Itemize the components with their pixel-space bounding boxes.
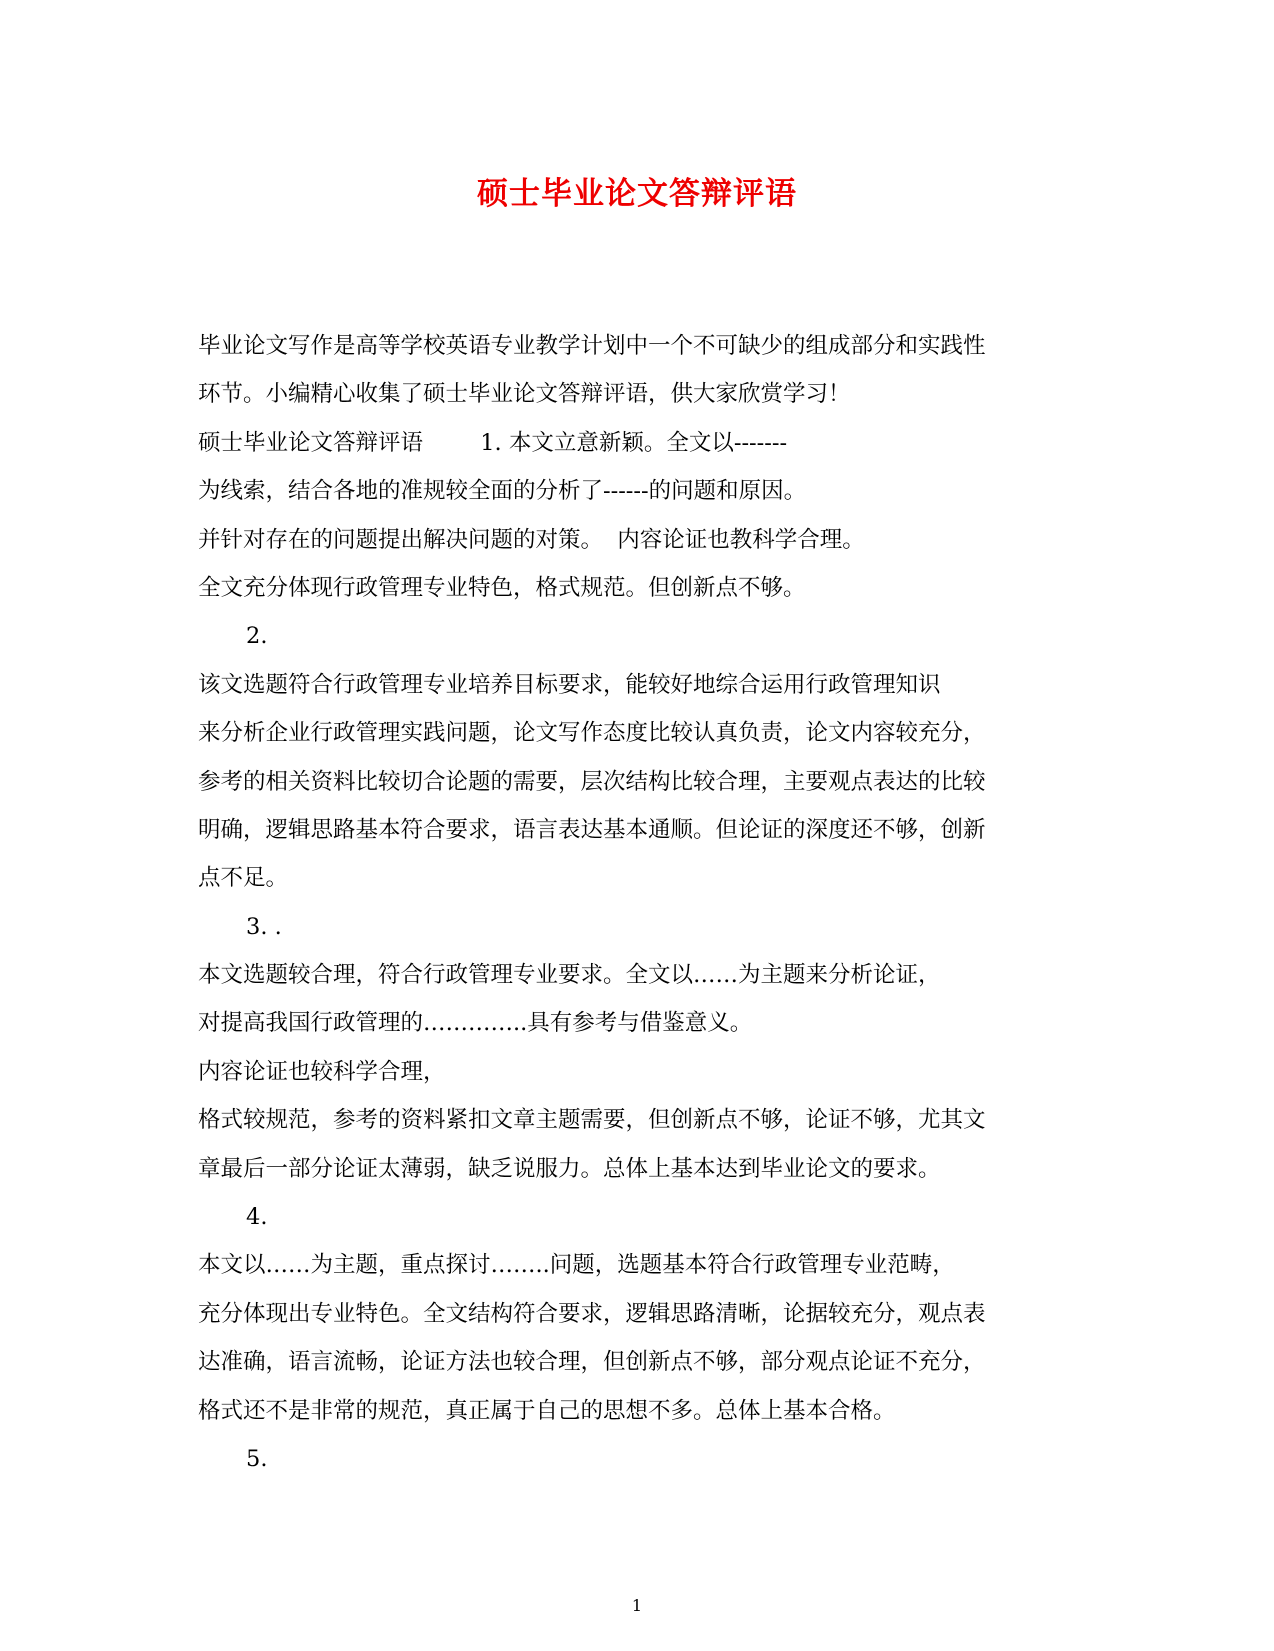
item-number: 5. xyxy=(246,1445,268,1472)
paragraph-line: 并针对存在的问题提出解决问题的对策。 内容论证也教科学合理。 xyxy=(198,526,865,553)
paragraph-line: 为线索，结合各地的准规较全面的分析了------的问题和原因。 xyxy=(198,478,807,505)
paragraph-line: 该文选题符合行政管理专业培养目标要求，能较好地综合运用行政管理知识 xyxy=(198,671,941,698)
paragraph-line: 格式较规范，参考的资料紧扣文章主题需要，但创新点不够，论证不够，尤其文 xyxy=(198,1107,986,1134)
paragraph-line: 点不足。 xyxy=(198,865,289,892)
paragraph-line: 全文充分体现行政管理专业特色，格式规范。但创新点不够。 xyxy=(198,574,806,601)
paragraph-line: 明确，逻辑思路基本符合要求，语言表达基本通顺。但论证的深度还不够，创新 xyxy=(198,816,986,843)
paragraph-line: 对提高我国行政管理的…………..具有参考与借鉴意义。 xyxy=(198,1010,753,1037)
item-number: 2. xyxy=(246,623,268,650)
paragraph-line: 本文以……为主题，重点探讨……..问题，选题基本符合行政管理专业范畴， xyxy=(198,1252,955,1279)
paragraph-line: 环节。小编精心收集了硕士毕业论文答辩评语，供大家欣赏学习！ xyxy=(198,381,851,408)
item-number: 4. xyxy=(246,1204,268,1231)
item-number: 3. . xyxy=(246,913,282,940)
document-body xyxy=(198,322,1078,1483)
page-number: 1 xyxy=(631,1596,643,1615)
paragraph-line: 格式还不是非常的规范，真正属于自己的思想不多。总体上基本合格。 xyxy=(198,1397,896,1424)
paragraph-line: 本文选题较合理，符合行政管理专业要求。全文以……为主题来分析论证， xyxy=(198,962,941,989)
paragraph-line: 硕士毕业论文答辩评语 1. 本文立意新颖。全文以------- xyxy=(198,429,788,456)
paragraph-line: 毕业论文写作是高等学校英语专业教学计划中一个不可缺少的组成部分和实践性 xyxy=(198,333,986,359)
paragraph-line: 充分体现出专业特色。全文结构符合要求，逻辑思路清晰，论据较充分，观点表 xyxy=(198,1300,986,1327)
document-title: 硕士毕业论文答辩评语 xyxy=(477,176,797,212)
paragraph-line: 来分析企业行政管理实践问题，论文写作态度比较认真负责，论文内容较充分， xyxy=(198,720,986,747)
paragraph-line: 内容论证也较科学合理， xyxy=(198,1058,446,1085)
paragraph-line: 参考的相关资料比较切合论题的需要，层次结构比较合理，主要观点表达的比较 xyxy=(198,768,986,795)
paragraph-line: 达准确，语言流畅，论证方法也较合理，但创新点不够，部分观点论证不充分， xyxy=(198,1349,986,1376)
paragraph-line: 章最后一部分论证太薄弱，缺乏说服力。总体上基本达到毕业论文的要求。 xyxy=(198,1155,941,1182)
